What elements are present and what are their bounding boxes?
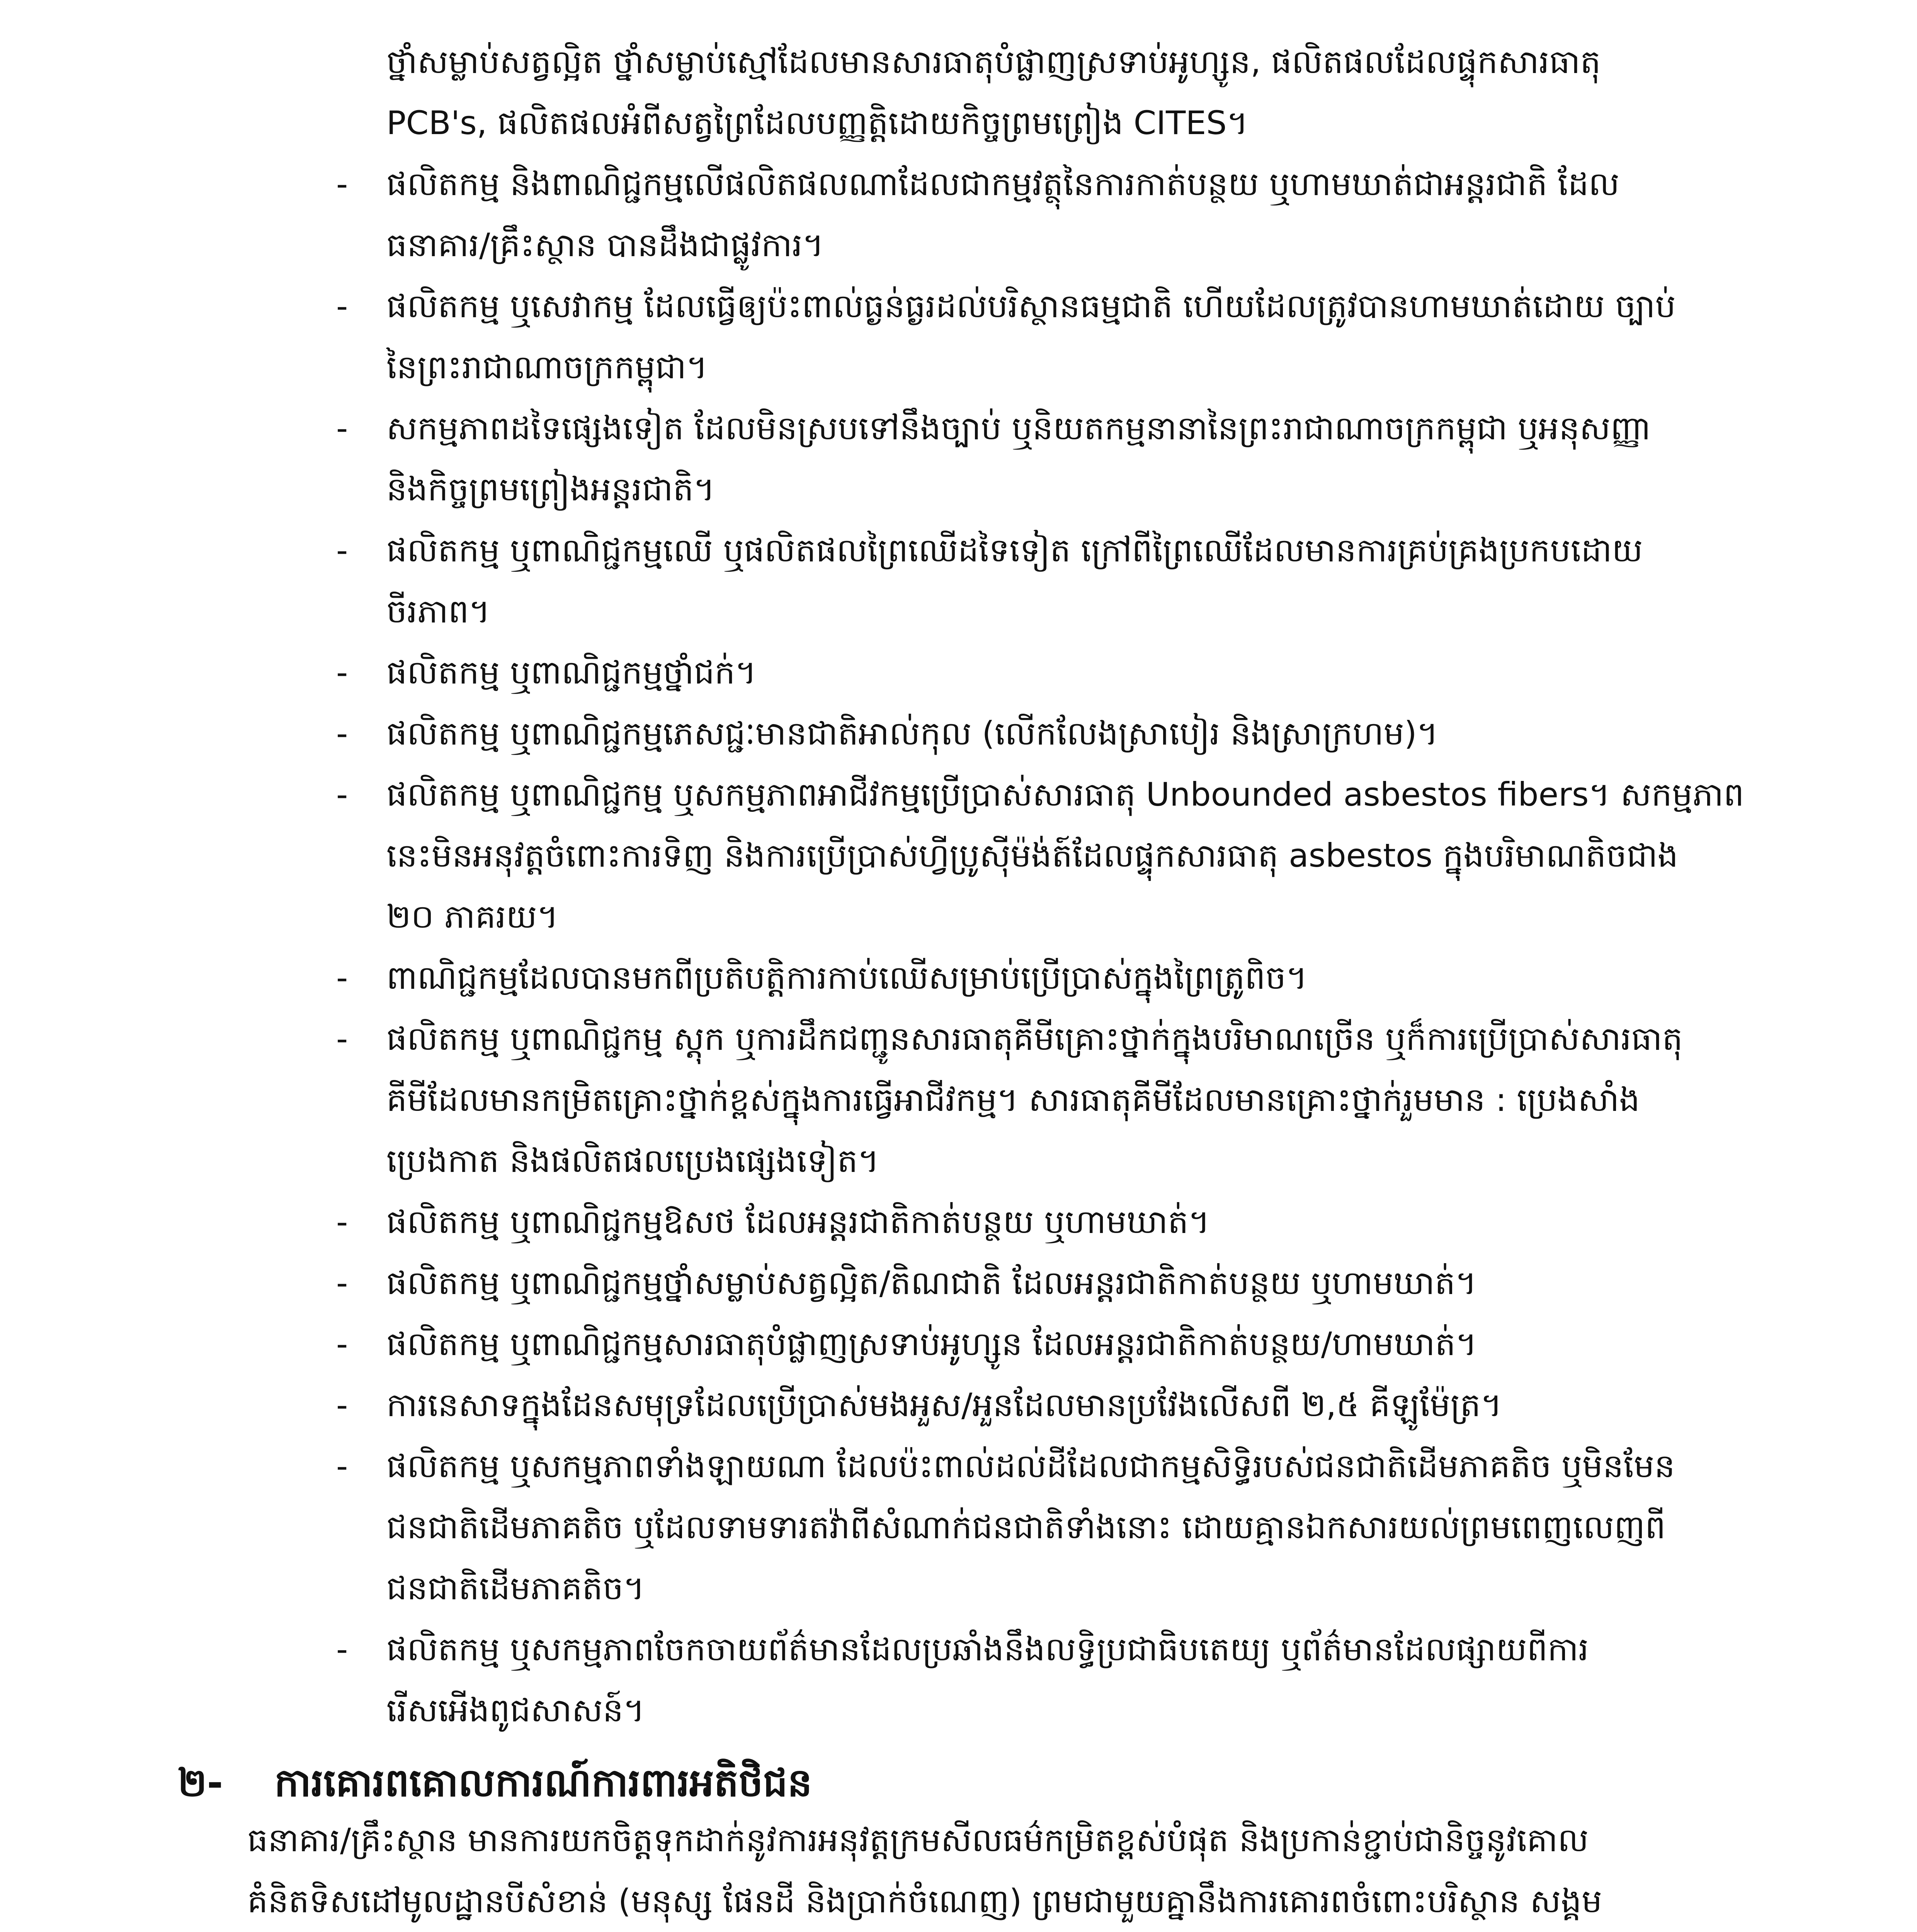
- bullet-line: នេះមិនអនុវត្តចំពោះការទិញ និងការប្រើប្រាស់ហ្វីប្រូស៊ីម៉ង់ត៍ដែលផ្ទុកសារធាតុ asbestos ក្នុងបរិមាណតិចជាង: [386, 837, 1678, 874]
- bullet-line: ផលិតកម្ម ឬពាណិជ្ជកម្មសារធាតុបំផ្លាញស្រទាប់អូហ្សូន ដែលអន្តរជាតិកាត់បន្ថយ/ហាមឃាត់។: [386, 1325, 1477, 1363]
- continuation-line: PCB's, ផលិតផលអំពីសត្វព្រៃដែលបញ្ញត្តិដោយកិច្ចព្រមព្រៀង CITES។: [386, 104, 1249, 142]
- paragraph-line: ធនាគារ/គ្រឹះស្ថាន មានការយកចិត្តទុកដាក់នូវការអនុវត្តក្រមសីលធម៌កម្រិតខ្ពស់បំផុត និងប្រកាន់ខ្ជាប់ជានិច្ចនូវគោល: [247, 1821, 1589, 1859]
- bullet-line: ផលិតកម្ម ឬសេវាកម្ម ដែលធ្វើឲ្យប៉ះពាល់ធ្ងន់ធ្ងរដល់បរិស្ថានធម្មជាតិ ហើយដែលត្រូវបានហាមឃាត់ដោយ ច្បាប់: [386, 287, 1676, 325]
- bullet-line: ចីរភាព។: [386, 592, 490, 630]
- bullet-line: ជនជាតិដើមភាគតិច។: [386, 1569, 645, 1607]
- bullet-line: ជនជាតិដើមភាគតិច ឬដែលទាមទារតវ៉ាពីសំណាក់ជនជាតិទាំងនោះ ដោយគ្មានឯកសារយល់ព្រមពេញលេញពី: [386, 1508, 1666, 1546]
- bullet-line: នៃព្រះរាជាណាចក្រកម្ពុជា។: [386, 348, 708, 386]
- bullet-dash: -: [336, 287, 348, 325]
- bullet-dash: -: [336, 1203, 348, 1241]
- bullet-line: ផលិតកម្ម ឬពាណិជ្ជកម្ម ឬសកម្មភាពអាជីវកម្មប្រើប្រាស់សារធាតុ Unbounded asbestos fibers។ សកម្មភាព: [386, 776, 1744, 813]
- continuation-line: ថ្នាំសម្លាប់សត្វល្អិត ថ្នាំសម្លាប់ស្មៅដែលមានសារធាតុបំផ្លាញស្រទាប់អូហ្សូន, ផលិតផលដែលផ្ទុកសារធាតុ: [386, 43, 1601, 81]
- bullet-dash: -: [336, 1020, 348, 1058]
- bullet-dash: -: [336, 1264, 348, 1302]
- bullet-line: គីមីដែលមានកម្រិតគ្រោះថ្នាក់ខ្ពស់ក្នុងការធ្វើអាជីវកម្ម។ សារធាតុគីមីដែលមានគ្រោះថ្នាក់រួមមាន : ប្រេងសាំង: [386, 1081, 1640, 1119]
- bullet-dash: -: [336, 409, 348, 447]
- bullet-line: ផលិតកម្ម ឬសកម្មភាពចែកចាយព័ត៌មានដែលប្រឆាំងនឹងលទ្ធិប្រជាធិបតេយ្យ ឬព័ត៌មានដែលផ្សាយពីការ: [386, 1630, 1589, 1668]
- bullet-line: ប្រេងកាត និងផលិតផលប្រេងផ្សេងទៀត។: [386, 1142, 879, 1180]
- bullet-line: ២០ ភាគរយ។: [386, 898, 559, 935]
- bullet-line: ផលិតកម្ម ឬពាណិជ្ជកម្មឈើ ឬផលិតផលព្រៃឈើដទៃទៀត ក្រៅពីព្រៃឈើដែលមានការគ្រប់គ្រងប្រកបដោយ: [386, 531, 1643, 569]
- bullet-line: ផលិតកម្ម ឬពាណិជ្ជកម្មថ្នាំសម្លាប់សត្វល្អិត/តិណជាតិ ដែលអន្តរជាតិកាត់បន្ថយ ឬហាមឃាត់។: [386, 1264, 1477, 1302]
- bullet-dash: -: [336, 959, 348, 997]
- bullet-dash: -: [336, 1630, 348, 1668]
- bullet-line: សកម្មភាពដទៃផ្សេងទៀត ដែលមិនស្របទៅនឹងច្បាប់ ឬនិយតកម្មនានានៃព្រះរាជាណាចក្រកម្ពុជា ឬអនុសញ្ញា: [386, 409, 1651, 447]
- bullet-line: ផលិតកម្ម ឬពាណិជ្ជកម្មថ្នាំជក់។: [386, 653, 757, 691]
- bullet-line: ផលិតកម្ម ឬសកម្មភាពទាំងឡាយណា ដែលប៉ះពាល់ដល់ដីដែលជាកម្មសិទ្ធិរបស់ជនជាតិដើមភាគតិច ឬមិនមែន: [386, 1447, 1675, 1485]
- bullet-dash: -: [336, 1325, 348, 1363]
- bullet-line: ផលិតកម្ម ឬពាណិជ្ជកម្មភេសជ្ជៈមានជាតិអាល់កុល (លើកលែងស្រាបៀរ និងស្រាក្រហម)។: [386, 714, 1439, 752]
- bullet-dash: -: [336, 776, 348, 813]
- bullet-dash: -: [336, 653, 348, 691]
- section-title: ការគោរពគោលការណ៍ការពារអតិថិជន: [274, 1760, 812, 1805]
- bullet-dash: -: [336, 531, 348, 569]
- bullet-line: ធនាគារ/គ្រឹះស្ថាន បានដឹងជាផ្លូវការ។: [386, 226, 824, 264]
- bullet-line: ផលិតកម្ម និងពាណិជ្ជកម្មលើផលិតផលណាដែលជាកម្មវត្ថុនៃការកាត់បន្ថយ ឬហាមឃាត់ជាអន្តរជាតិ ដែល: [386, 165, 1620, 203]
- bullet-line: រើសអើងពូជសាសន៍។: [386, 1691, 645, 1729]
- bullet-line: ពាណិជ្ជកម្មដែលបានមកពីប្រតិបត្តិការកាប់ឈើសម្រាប់ប្រើប្រាស់ក្នុងព្រៃត្រូពិច។: [386, 959, 1308, 997]
- bullet-line: និងកិច្ចព្រមព្រៀងអន្តរជាតិ។: [386, 470, 715, 508]
- paragraph-line: គំនិតទិសដៅមូលដ្ឋានបីសំខាន់ (មនុស្ស ផែនដី និងប្រាក់ចំណេញ) ព្រមជាមួយគ្នានឹងការគោរពចំពោះបរិស្ថាន សង្គម: [247, 1882, 1602, 1920]
- bullet-dash: -: [336, 1447, 348, 1485]
- bullet-dash: -: [336, 714, 348, 752]
- bullet-dash: -: [336, 1386, 348, 1424]
- bullet-line: ផលិតកម្ម ឬពាណិជ្ជកម្មឱសថ ដែលអន្តរជាតិកាត់បន្ថយ ឬហាមឃាត់។: [386, 1203, 1210, 1241]
- section-number: ២-: [178, 1760, 223, 1805]
- bullet-line: ផលិតកម្ម ឬពាណិជ្ជកម្ម ស្តុក ឬការដឹកជញ្ជូនសារធាតុគីមីគ្រោះថ្នាក់ក្នុងបរិមាណច្រើន ឬក៏ការប្រើប្រាស់សារធាតុ: [386, 1020, 1683, 1058]
- bullet-dash: -: [336, 165, 348, 203]
- bullet-line: ការនេសាទក្នុងដែនសមុទ្រដែលប្រើប្រាស់មងអួស/អួនដែលមានប្រវែងលើសពី ២,៥ គីឡូម៉ែត្រ។: [386, 1386, 1502, 1424]
